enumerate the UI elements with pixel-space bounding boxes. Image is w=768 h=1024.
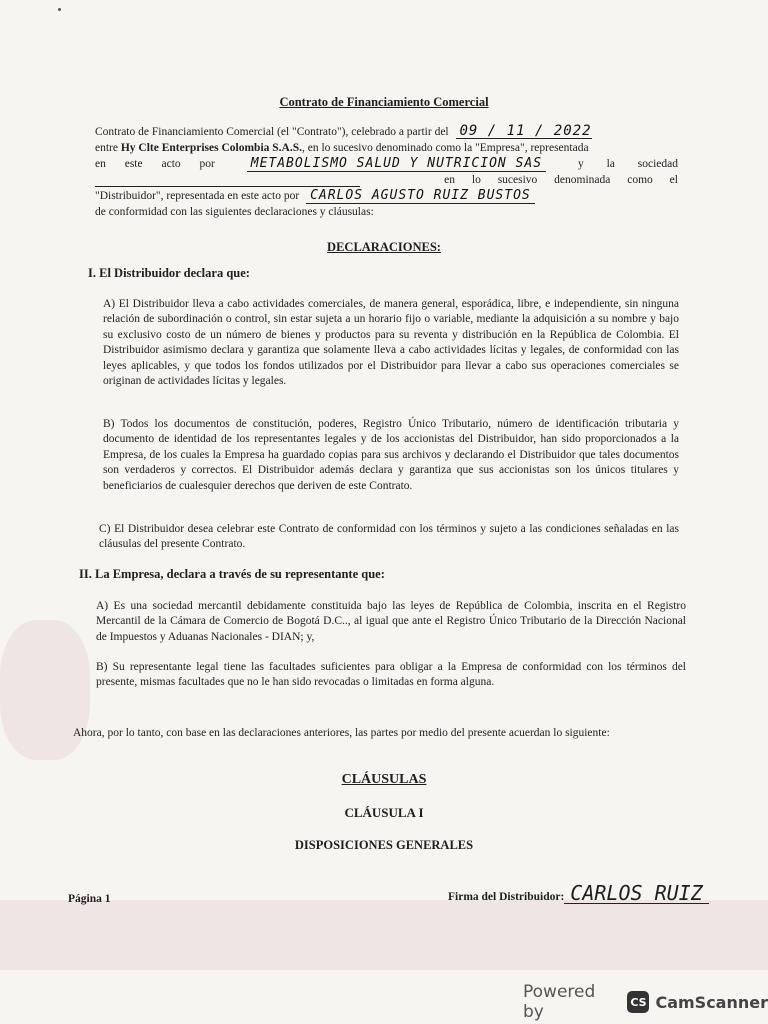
camscanner-logo-icon: CS — [627, 991, 649, 1013]
disposiciones-heading: DISPOSICIONES GENERALES — [294, 838, 474, 852]
intro-line-3: en este acto por METABOLISMO SALUD Y NUTRICION SAS y la sociedad — [95, 156, 678, 171]
section-1-paragraph-a: A) El Distribuidor lleva a cabo actividades comerciales, de manera general, esporádica, libre, e independiente, sin ninguna relación de subordinación o control, sin estar sujeta a un horario fijo o variable, mediante la adquisición a su nombre y bajo su exclusivo costo de un número de bienes y productos para su reventa y distribución en la República de Colombia. El Distribuidor asimismo declara y garantiza que solamente lleva a cabo actividades lícitas y legales, de conformidad con las leyes aplicables, y que todos los fondos utilizados por el Distribuidor para llevar a cabo sus operaciones comerciales se originan de actividades lícitas y legales. — [103, 298, 679, 388]
intro-line-5: "Distribuidor", representada en este acto por CARLOS AGUSTO RUIZ BUSTOS — [95, 189, 535, 204]
speck — [58, 8, 61, 11]
distributor-representative: CARLOS AGUSTO RUIZ BUSTOS — [306, 189, 535, 204]
powered-by-label: Powered by — [523, 982, 596, 1022]
section-2-heading: II. La Empresa, declara a través de su representante que: — [79, 567, 385, 581]
representative-company: METABOLISMO SALUD Y NUTRICION SAS — [247, 157, 546, 172]
declaraciones-heading: DECLARACIONES: — [327, 240, 441, 254]
section-1-heading: I. El Distribuidor declara que: — [88, 266, 250, 280]
camscanner-label: CamScanner — [655, 992, 768, 1012]
intro-line-4: en lo sucesivo denominada como el — [95, 173, 678, 187]
camscanner-brand — [627, 991, 768, 1013]
ahora-paragraph: Ahora, por lo tanto, con base en las declaraciones anteriores, las partes por medio del presente acuerdan lo siguiente: — [73, 727, 610, 739]
blank-line — [95, 175, 360, 187]
section-1-paragraph-c: C) El Distribuidor desea celebrar este Contrato de conformidad con los términos y sujeto a las condiciones señaladas en las cláusulas del presente Contrato. — [99, 523, 679, 551]
company-name: Hy Clte Enterprises Colombia S.A.S. — [120, 142, 302, 154]
clausula-1-heading: CLÁUSULA I — [344, 805, 424, 820]
section-1-paragraph-b: B) Todos los documentos de constitución, poderes, Registro Único Tributario, número de identificación tributaria y documento de identidad de los representantes legales y de los accionistas del Distribuidor, han sido proporcionados a la Empresa, de los cuales la Empresa ha guardado copias para sus archivos y declarando el Distribuidor que tales documentos son verdaderos y correctos. El Distribuidor además declara y garantiza que sus accionistas son los únicos titulares y beneficiarios de cualesquier derechos que deriven de este Contrato. — [103, 418, 679, 492]
signature-block — [448, 883, 709, 904]
intro-line-1: Contrato de Financiamiento Comercial (el "Contrato"), celebrado a partir del 09 / 11 / 2022 — [95, 123, 592, 139]
signature-label: Firma del Distribuidor: — [448, 891, 565, 903]
document-title: Contrato de Financiamiento Comercial — [279, 95, 489, 109]
paper-shadow — [0, 900, 768, 970]
section-2-paragraph-b: B) Su representante legal tiene las facultades suficientes para obligar a la Empresa de conformidad con los términos del presente, mismas facultades que no le han sido revocadas o limitadas en forma alguna. — [96, 661, 686, 689]
handwritten-signature: CARLOS RUIZ — [564, 883, 708, 904]
section-2-paragraph-a: A) Es una sociedad mercantil debidamente constituida bajo las leyes de República de Colombia, inscrita en el Registro Mercantil de la Cámara de Comercio de Bogotá D.C.., al igual que ante el Registro Único Tributario de la Dirección Nacional de Impuestos y Aduanas Nacionales - DIAN; y, — [96, 600, 686, 643]
contract-date: 09 / 11 / 2022 — [456, 124, 592, 139]
intro-line-2: entre Hy Clte Enterprises Colombia S.A.S., en lo sucesivo denominado como la "Empresa", representada — [95, 142, 589, 154]
intro-line-6: de conformidad con las siguientes declaraciones y cláusulas: — [95, 206, 374, 218]
clausulas-heading: CLÁUSULAS — [341, 772, 427, 787]
camscanner-watermark — [523, 982, 768, 1022]
page-number: Página 1 — [68, 893, 111, 905]
